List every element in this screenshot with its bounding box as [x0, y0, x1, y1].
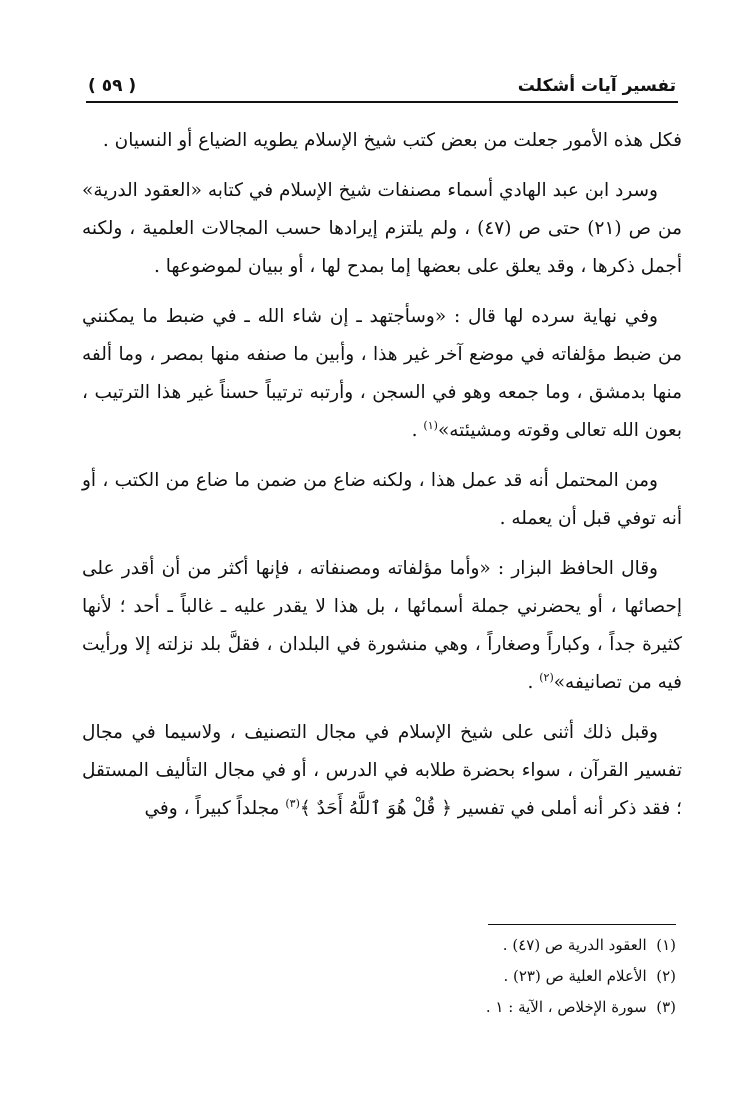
- footnote-number: (٣): [656, 998, 676, 1016]
- footnote-text: العقود الدرية ص (٤٧) .: [502, 936, 647, 954]
- footnotes: [82, 930, 676, 1023]
- main-text: [82, 122, 682, 840]
- paragraph: فكل هذه الأمور جعلت من بعض كتب شيخ الإسلام يطويه الضياع أو النسيان .: [102, 130, 682, 151]
- paragraph: ومن المحتمل أنه قد عمل هذا ، ولكنه ضاع من ضمن ما ضاع من الكتب ، أو أنه توفي قبل أن يعمله .: [82, 470, 682, 529]
- page-number: ( ٥٩ ): [88, 76, 137, 96]
- footnote: [82, 930, 676, 961]
- footnote-ref: (١): [423, 418, 438, 432]
- paragraph: وفي نهاية سرده لها قال : «وسأجتهد ـ إن شاء الله ـ في ضبط ما يمكنني من ضبط مؤلفاته في موضع آخر غير هذا ، وأبين ما صنفه منها بمصر ، وما ألفه منها بدمشق ، وما جمعه وهو في السجن ، وأرتبه ترتيباً حسناً غير هذا الترتيب ، بعون الله تعالى وقوته ومشيئته»$^{(١)}$ .: [82, 306, 682, 441]
- footnote-ref: (٣): [285, 796, 300, 810]
- footnote-text: سورة الإخلاص ، الآية : ١ .: [485, 998, 647, 1016]
- footnote-ref: (٢): [539, 670, 554, 684]
- footnote-text: الأعلام العلية ص (٢٣) .: [503, 967, 647, 985]
- footnote: [82, 992, 676, 1023]
- footnote: [82, 961, 676, 992]
- paragraph: وسرد ابن عبد الهادي أسماء مصنفات شيخ الإسلام في كتابه «العقود الدرية» من ص (٢١) حتى ص (٤٧) ، ولم يلتزم إيرادها حسب المجالات العلمية ، ولكنه أجمل ذكرها ، وقد يعلق على بعضها إما بمدح لها ، أو ببيان لموضوعها .: [82, 180, 683, 277]
- header-rule: [86, 101, 678, 103]
- footnote-number: (١): [656, 936, 676, 954]
- footnote-rule: [488, 924, 676, 925]
- paragraph: وقال الحافظ البزار : «وأما مؤلفاته ومصنفاته ، فإنها أكثر من أن أقدر على إحصائها ، أو يحضرني جملة أسمائها ، بل هذا لا يقدر عليه ـ غالباً ـ أحد ؛ لأنها كثيرة جداً ، وكباراً وصغاراً ، وهي منشورة في البلدان ، فقلَّ بلد نزلته إلا ورأيت فيه من تصانيفه»$^{(٢)}$ .: [82, 558, 682, 693]
- page-header: [88, 74, 676, 104]
- running-title: تفسير آيات أشكلت: [517, 76, 676, 96]
- paragraph: وقبل ذلك أثنى على شيخ الإسلام في مجال التصنيف ، ولاسيما في مجال تفسير القرآن ، سواء بحضرة طلابه في الدرس ، أو في مجال التأليف المستقل ؛ فقد ذكر أنه أملى في تفسير ﴿ قُلْ هُوَ ٱللَّهُ أَحَدٌ ﴾$^{(٣)}$ مجلداً كبيراً ، وفي: [82, 722, 682, 819]
- footnote-number: (٢): [656, 967, 676, 985]
